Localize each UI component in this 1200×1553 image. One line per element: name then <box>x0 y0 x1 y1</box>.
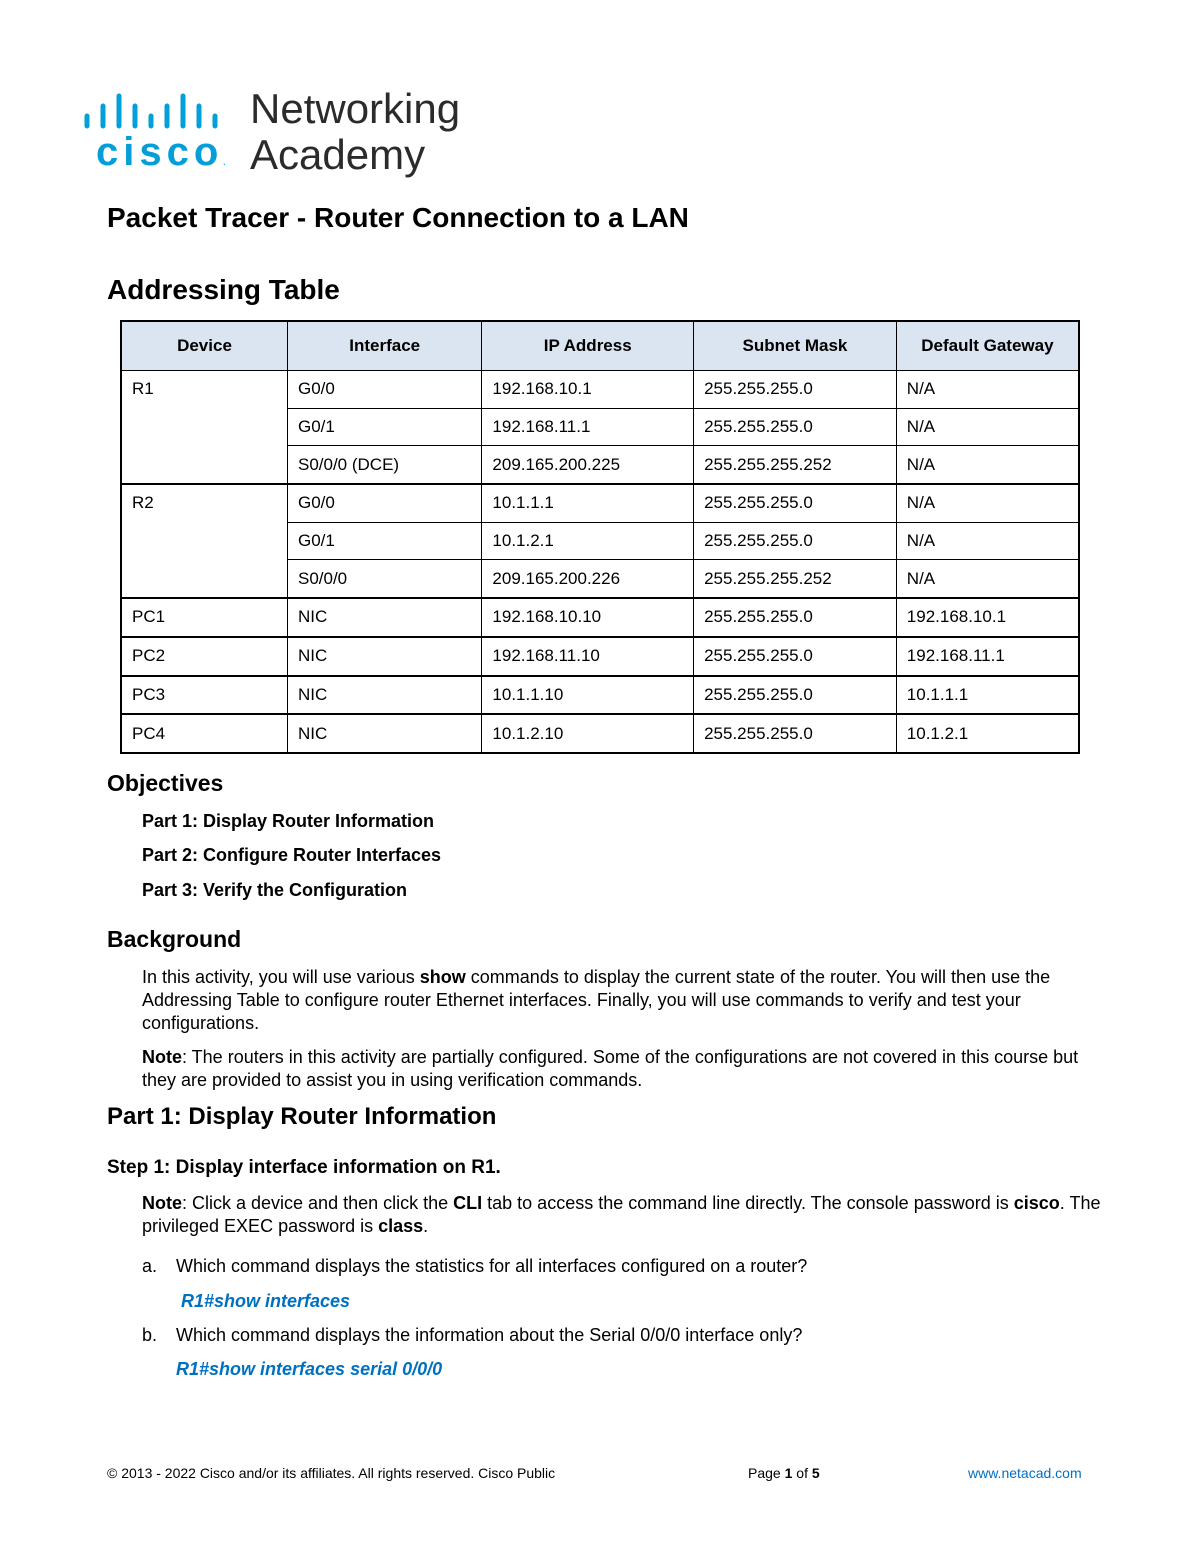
ip-cell: 209.165.200.226 <box>482 560 694 598</box>
gateway-cell: N/A <box>896 522 1079 560</box>
part1-heading: Part 1: Display Router Information <box>107 1103 497 1130</box>
table-header-row <box>121 321 1079 371</box>
question-b-letter: b. <box>142 1325 158 1345</box>
ip-cell: 10.1.2.1 <box>482 522 694 560</box>
logo-academy-text: Academy <box>250 131 426 178</box>
answer-b: R1#show interfaces serial 0/0/0 <box>176 1359 443 1379</box>
mask-cell: 255.255.255.0 <box>694 408 897 446</box>
gateway-cell: N/A <box>896 408 1079 446</box>
ip-cell: 192.168.10.1 <box>482 371 694 409</box>
objective-item: Part 3: Verify the Configuration <box>142 880 408 900</box>
interface-cell: G0/1 <box>287 408 481 446</box>
gateway-cell: N/A <box>896 484 1079 522</box>
table-row <box>121 484 1079 522</box>
background-note: Note: The routers in this activity are partially configured. Some of the configurations are not covered in this course but they are provided to assist you in using verification commands. <box>142 1047 1079 1090</box>
interface-cell: NIC <box>287 598 481 637</box>
interface-cell: NIC <box>287 714 481 753</box>
table-row <box>121 676 1079 715</box>
step1-heading: Step 1: Display interface information on R1. <box>107 1157 501 1178</box>
mask-cell: 255.255.255.0 <box>694 522 897 560</box>
addressing-table-heading: Addressing Table <box>107 274 340 305</box>
header-device: Device <box>121 321 287 371</box>
ip-cell: 192.168.11.10 <box>482 637 694 676</box>
question-a-text: Which command displays the statistics for all interfaces configured on a router? <box>176 1256 808 1276</box>
objective-item: Part 2: Configure Router Interfaces <box>142 845 442 865</box>
ip-cell: 10.1.1.1 <box>482 484 694 522</box>
mask-cell: 255.255.255.0 <box>694 637 897 676</box>
mask-cell: 255.255.255.0 <box>694 676 897 715</box>
ip-cell: 209.165.200.225 <box>482 446 694 484</box>
gateway-cell: 10.1.2.1 <box>896 714 1079 753</box>
gateway-cell: N/A <box>896 371 1079 409</box>
footer-page-number: Page 1 of 5 <box>748 1465 820 1481</box>
table-row <box>121 598 1079 637</box>
mask-cell: 255.255.255.0 <box>694 371 897 409</box>
part1-note: Note: Click a device and then click the CLI tab to access the command line directly. The console password is cisco. The privileged EXEC password is class. <box>142 1193 1101 1236</box>
table-row <box>121 637 1079 676</box>
footer-copyright: © 2013 - 2022 Cisco and/or its affiliates. All rights reserved. Cisco Public <box>107 1465 556 1481</box>
gateway-cell: 10.1.1.1 <box>896 676 1079 715</box>
footer-netacad-link[interactable]: www.netacad.com <box>968 1465 1082 1481</box>
gateway-cell: 192.168.11.1 <box>896 637 1079 676</box>
answer-a: R1#show interfaces <box>181 1291 351 1311</box>
logo-networking-text: Networking <box>250 85 461 132</box>
device-cell: PC1 <box>121 598 287 637</box>
header-default-gateway: Default Gateway <box>896 321 1079 371</box>
device-cell: PC2 <box>121 637 287 676</box>
mask-cell: 255.255.255.252 <box>694 446 897 484</box>
header-interface: Interface <box>287 321 481 371</box>
device-cell: PC4 <box>121 714 287 753</box>
objective-item: Part 1: Display Router Information <box>142 811 435 831</box>
device-cell: R1 <box>121 371 287 485</box>
ip-cell: 10.1.2.10 <box>482 714 694 753</box>
device-cell: PC3 <box>121 676 287 715</box>
cisco-bars-icon <box>82 92 232 132</box>
background-heading: Background <box>107 926 242 952</box>
interface-cell: G0/1 <box>287 522 481 560</box>
mask-cell: 255.255.255.252 <box>694 560 897 598</box>
ip-cell: 192.168.10.10 <box>482 598 694 637</box>
interface-cell: G0/0 <box>287 371 481 409</box>
interface-cell: NIC <box>287 676 481 715</box>
device-cell: R2 <box>121 484 287 598</box>
cisco-wordmark: cisco. <box>96 130 226 174</box>
gateway-cell: 192.168.10.1 <box>896 598 1079 637</box>
table-row <box>121 714 1079 753</box>
ip-cell: 10.1.1.10 <box>482 676 694 715</box>
ip-cell: 192.168.11.1 <box>482 408 694 446</box>
header-subnet-mask: Subnet Mask <box>694 321 897 371</box>
interface-cell: S0/0/0 <box>287 560 481 598</box>
header-ip-address: IP Address <box>482 321 694 371</box>
mask-cell: 255.255.255.0 <box>694 484 897 522</box>
gateway-cell: N/A <box>896 560 1079 598</box>
table-row <box>121 371 1079 409</box>
background-paragraph: In this activity, you will use various show commands to display the current state of the router. You will then use the Addressing Table to configure router Ethernet interfaces. Finally, you will use commands to verify and test your configurations. <box>142 967 1051 1033</box>
interface-cell: S0/0/0 (DCE) <box>287 446 481 484</box>
cisco-networking-academy-logo <box>82 84 472 184</box>
interface-cell: G0/0 <box>287 484 481 522</box>
gateway-cell: N/A <box>896 446 1079 484</box>
mask-cell: 255.255.255.0 <box>694 598 897 637</box>
interface-cell: NIC <box>287 637 481 676</box>
mask-cell: 255.255.255.0 <box>694 714 897 753</box>
addressing-table <box>120 320 1080 754</box>
objectives-heading: Objectives <box>107 770 224 796</box>
question-a-letter: a. <box>142 1256 158 1276</box>
question-b-text: Which command displays the information about the Serial 0/0/0 interface only? <box>176 1325 803 1345</box>
page-title: Packet Tracer - Router Connection to a LAN <box>107 202 689 233</box>
